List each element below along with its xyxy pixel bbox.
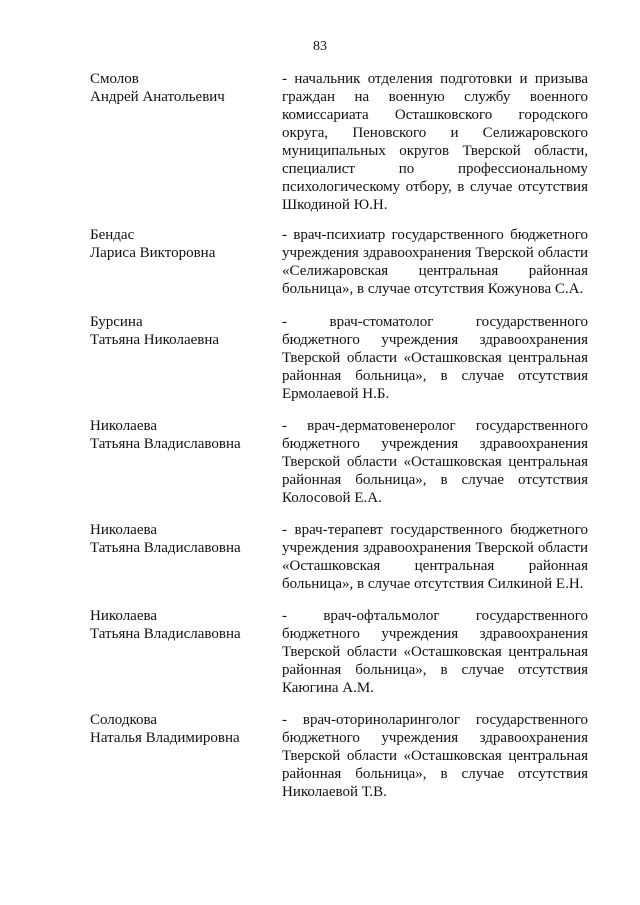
member-role-description	[282, 313, 588, 403]
role-line: учреждения здравоохранения Тверской области	[282, 245, 588, 261]
role-line: районная больница», в случае отсутствия	[282, 368, 588, 384]
member-role-description	[282, 711, 588, 801]
member-surname: Бурсина	[90, 314, 143, 330]
role-line: «Селижаровская центральная районная	[282, 263, 588, 279]
role-line: - врач-стоматолог государственного	[282, 314, 588, 330]
role-line: Тверской области «Осташковская центральная	[282, 748, 588, 764]
member-name	[90, 711, 270, 747]
role-line: Ермолаевой Н.Б.	[282, 386, 390, 402]
role-line: Тверской области «Осташковская центральная	[282, 644, 588, 660]
role-line: бюджетного учреждения здравоохранения	[282, 332, 588, 348]
member-given-names: Татьяна Владиславовна	[90, 626, 241, 642]
role-line: специалист по профессиональному	[282, 161, 588, 177]
role-line: Шкодиной Ю.Н.	[282, 197, 388, 213]
member-given-names: Лариса Викторовна	[90, 245, 216, 261]
role-line: - начальник отделения подготовки и призыва	[282, 71, 588, 87]
member-surname: Николаева	[90, 522, 158, 538]
role-line: учреждения здравоохранения Тверской области	[282, 540, 588, 556]
member-surname: Николаева	[90, 418, 158, 434]
member-given-names: Андрей Анатольевич	[90, 89, 225, 105]
role-line: - врач-терапевт государственного бюджетного	[282, 522, 588, 538]
role-line: психологическому отбору, в случае отсутствия	[282, 179, 588, 195]
member-given-names: Татьяна Владиславовна	[90, 540, 241, 556]
role-line: - врач-офтальмолог государственного	[282, 608, 588, 624]
member-surname: Смолов	[90, 71, 139, 87]
member-surname: Бендас	[90, 227, 135, 243]
member-name	[90, 607, 270, 643]
member-role-description	[282, 70, 588, 214]
role-line: Тверской области «Осташковская центральная	[282, 454, 588, 470]
role-line: бюджетного учреждения здравоохранения	[282, 626, 588, 642]
member-given-names: Наталья Владимировна	[90, 730, 240, 746]
member-surname: Николаева	[90, 608, 158, 624]
role-line: «Осташковская центральная районная	[282, 558, 588, 574]
member-role-description	[282, 607, 588, 697]
role-line: Николаевой Т.В.	[282, 784, 387, 800]
role-line: - врач-оториноларинголог государственного	[282, 712, 588, 728]
member-name	[90, 313, 270, 349]
member-role-description	[282, 521, 588, 593]
member-name	[90, 417, 270, 453]
role-line: больница», в случае отсутствия Силкиной Е.Н.	[282, 576, 584, 592]
member-name	[90, 70, 270, 106]
role-line: районная больница», в случае отсутствия	[282, 766, 588, 782]
role-line: граждан на военную службу военного	[282, 89, 588, 105]
role-line: бюджетного учреждения здравоохранения	[282, 436, 588, 452]
role-line: - врач-психиатр государственного бюджетного	[282, 227, 588, 243]
member-given-names: Татьяна Николаевна	[90, 332, 220, 348]
page-number: 83	[313, 39, 327, 54]
member-given-names: Татьяна Владиславовна	[90, 436, 241, 452]
role-line: - врач-дерматовенеролог государственного	[282, 418, 588, 434]
member-surname: Солодкова	[90, 712, 158, 728]
role-line: районная больница», в случае отсутствия	[282, 662, 588, 678]
role-line: муниципальных округов Тверской области,	[282, 143, 588, 159]
role-line: больница», в случае отсутствия Кожунова С.А.	[282, 281, 584, 297]
member-name	[90, 226, 270, 262]
role-line: округа, Пеновского и Селижаровского	[282, 125, 588, 141]
member-role-description	[282, 417, 588, 507]
role-line: Колосовой Е.А.	[282, 490, 382, 506]
role-line: комиссариата Осташковского городского	[282, 107, 588, 123]
role-line: бюджетного учреждения здравоохранения	[282, 730, 588, 746]
role-line: Тверской области «Осташковская центральная	[282, 350, 588, 366]
member-role-description	[282, 226, 588, 298]
member-name	[90, 521, 270, 557]
role-line: Каюгина А.М.	[282, 680, 374, 696]
role-line: районная больница», в случае отсутствия	[282, 472, 588, 488]
